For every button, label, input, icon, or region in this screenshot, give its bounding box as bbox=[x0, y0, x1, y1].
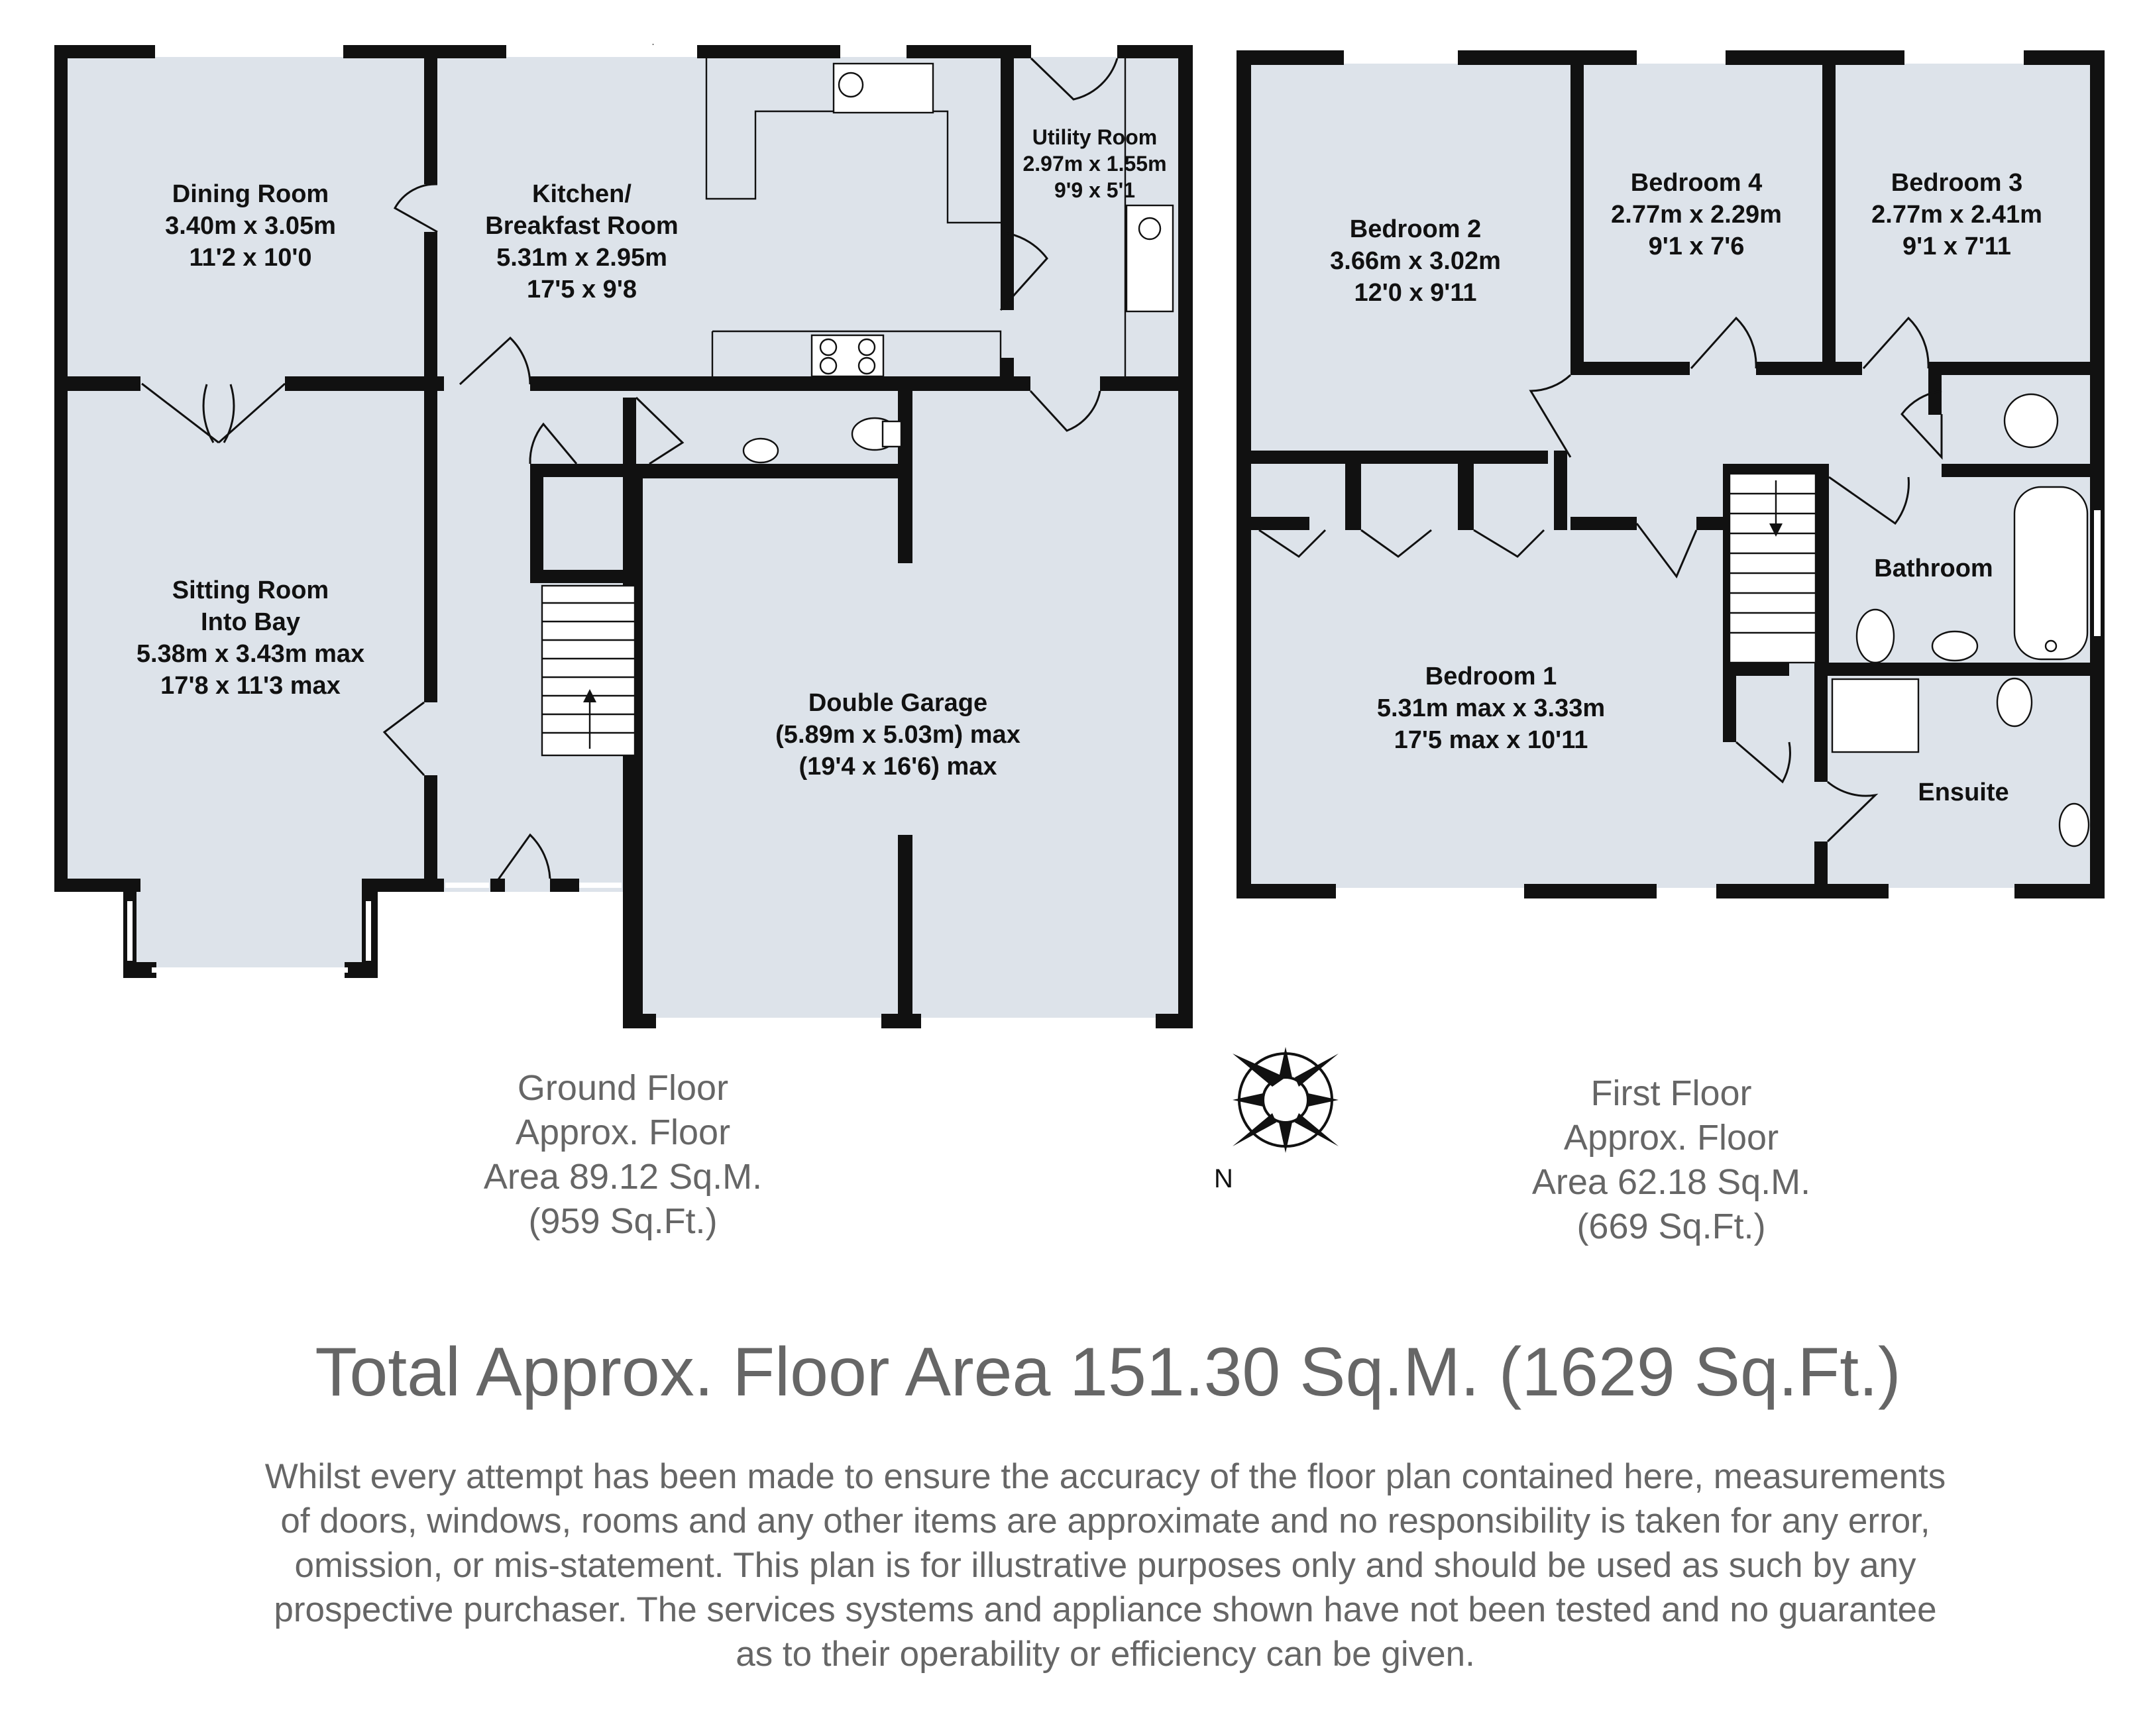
svg-text:Bedroom 4: Bedroom 4 bbox=[1630, 169, 1763, 197]
svg-text:5.38m x 3.43m max: 5.38m x 3.43m max bbox=[136, 640, 365, 668]
svg-text:Breakfast Room: Breakfast Room bbox=[485, 212, 679, 240]
total-floor-area: Total Approx. Floor Area 151.30 Sq.M. (1629 Sq.Ft.) bbox=[315, 1334, 1901, 1411]
svg-text:prospective purchaser. The ser: prospective purchaser. The services systems and appliance shown have not been tested and no guarantee bbox=[274, 1590, 1937, 1629]
svg-text:2.77m x 2.29m: 2.77m x 2.29m bbox=[1611, 201, 1782, 229]
svg-text:Bedroom 3: Bedroom 3 bbox=[1891, 169, 2023, 197]
svg-text:Approx. Floor: Approx. Floor bbox=[1563, 1118, 1779, 1158]
svg-text:Bedroom 2: Bedroom 2 bbox=[1349, 215, 1482, 243]
svg-text:Bedroom 1: Bedroom 1 bbox=[1425, 663, 1557, 690]
dining-room-label bbox=[165, 180, 336, 272]
svg-text:Whilst every attempt has been: Whilst every attempt has been made to ensure the accuracy of the floor plan contained here, measurements bbox=[264, 1457, 1946, 1496]
svg-text:3.40m x 3.05m: 3.40m x 3.05m bbox=[165, 212, 336, 240]
north-label: N bbox=[1214, 1164, 1233, 1193]
svg-text:Ground Floor: Ground Floor bbox=[517, 1068, 729, 1108]
bathroom-label: Bathroom bbox=[1874, 555, 1993, 582]
svg-text:3.66m x 3.02m: 3.66m x 3.02m bbox=[1330, 247, 1501, 275]
svg-text:2.97m x 1.55m: 2.97m x 1.55m bbox=[1022, 152, 1167, 176]
svg-text:as to their operability or eff: as to their operability or efficiency can be given. bbox=[736, 1635, 1475, 1674]
double-garage-label bbox=[775, 689, 1020, 781]
svg-text:(5.89m x 5.03m) max: (5.89m x 5.03m) max bbox=[775, 721, 1020, 749]
disclaimer bbox=[265, 1457, 1946, 1674]
svg-text:17'5 x 9'8: 17'5 x 9'8 bbox=[527, 276, 637, 303]
first-floor-caption bbox=[1532, 1073, 1810, 1246]
svg-text:11'2 x 10'0: 11'2 x 10'0 bbox=[189, 244, 312, 272]
svg-text:9'1 x 7'11: 9'1 x 7'11 bbox=[1902, 233, 2011, 260]
svg-text:Area 62.18 Sq.M.: Area 62.18 Sq.M. bbox=[1531, 1162, 1811, 1202]
svg-text:17'8 x 11'3 max: 17'8 x 11'3 max bbox=[160, 672, 341, 700]
svg-text:(19'4 x 16'6) max: (19'4 x 16'6) max bbox=[798, 753, 997, 781]
svg-text:Double Garage: Double Garage bbox=[808, 689, 988, 717]
svg-text:2.77m x 2.41m: 2.77m x 2.41m bbox=[1871, 201, 2042, 229]
svg-text:Dining Room: Dining Room bbox=[172, 180, 329, 208]
svg-text:omission, or mis-statement. Th: omission, or mis-statement. This plan is for illustrative purposes only and should be used as such by any bbox=[294, 1546, 1916, 1585]
svg-text:Area 89.12 Sq.M.: Area 89.12 Sq.M. bbox=[483, 1157, 763, 1197]
svg-text:of doors, windows, rooms and a: of doors, windows, rooms and any other items are approximate and no responsibility is taken for any error, bbox=[280, 1501, 1930, 1541]
svg-text:First Floor: First Floor bbox=[1590, 1073, 1752, 1113]
svg-text:5.31m x 2.95m: 5.31m x 2.95m bbox=[496, 244, 667, 272]
svg-text:Utility Room: Utility Room bbox=[1032, 125, 1158, 149]
svg-text:Approx. Floor: Approx. Floor bbox=[515, 1112, 731, 1152]
svg-text:5.31m max x 3.33m: 5.31m max x 3.33m bbox=[1376, 694, 1606, 722]
svg-text:Sitting Room: Sitting Room bbox=[172, 576, 329, 604]
compass-rose-icon bbox=[1214, 1047, 1339, 1193]
ground-floor-caption bbox=[484, 1068, 762, 1241]
svg-text:17'5 max x 10'11: 17'5 max x 10'11 bbox=[1394, 726, 1588, 754]
bedroom-2-label bbox=[1330, 215, 1501, 307]
svg-text:9'1 x 7'6: 9'1 x 7'6 bbox=[1648, 233, 1745, 260]
svg-text:9'9 x 5'1: 9'9 x 5'1 bbox=[1054, 178, 1135, 202]
svg-text:12'0 x 9'11: 12'0 x 9'11 bbox=[1354, 279, 1477, 307]
svg-text:Kitchen/: Kitchen/ bbox=[532, 180, 632, 208]
ensuite-label: Ensuite bbox=[1918, 779, 2009, 806]
svg-text:(959 Sq.Ft.): (959 Sq.Ft.) bbox=[528, 1201, 718, 1241]
svg-text:Into Bay: Into Bay bbox=[201, 608, 300, 636]
svg-text:(669 Sq.Ft.): (669 Sq.Ft.) bbox=[1576, 1207, 1766, 1246]
